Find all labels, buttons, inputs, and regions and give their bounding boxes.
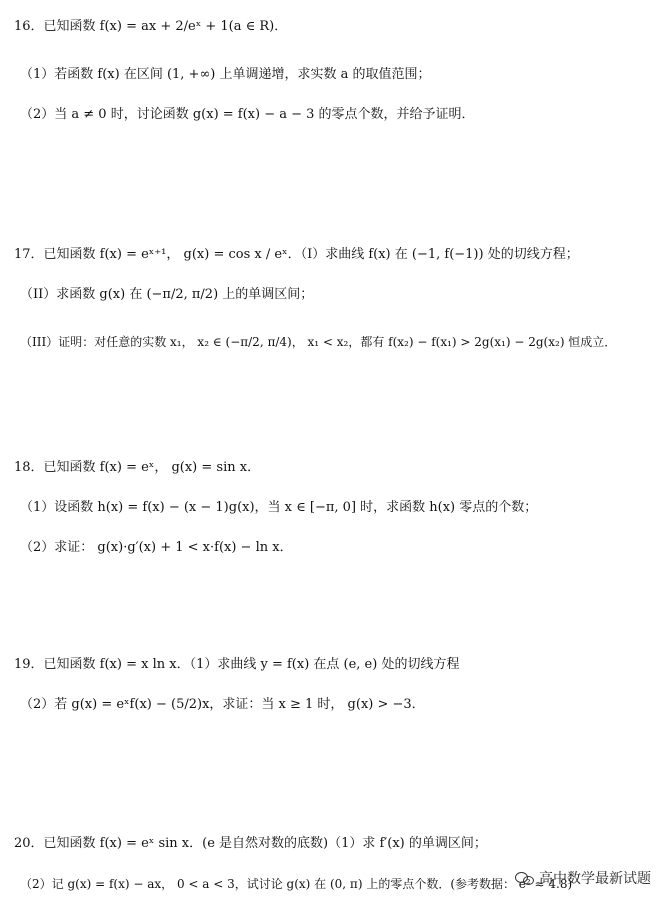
problem-19-stem: 19．已知函数 f(x) = x ln x．（1）求曲线 y = f(x) 在点 (e, e) 处的切线方程 [14,657,460,672]
watermark [515,868,651,888]
problem-16-part-2: （2）当 a ≠ 0 时，讨论函数 g(x) = f(x) − a − 3 的零点个数，并给予证明． [20,107,475,122]
problem-16-stem: 16．已知函数 f(x) = ax + 2/eˣ + 1(a ∈ R)． [14,19,288,34]
problem-16-part-1: （1）若函数 f(x) 在区间 (1, +∞) 上单调递增，求实数 a 的取值范围； [20,67,431,82]
watermark-text: 高中数学最新试题 [539,871,651,887]
problem-17-stem: 17．已知函数 f(x) = eˣ⁺¹， g(x) = cos x / eˣ．（I）求曲线 f(x) 在 (−1, f(−1)) 处的切线方程； [14,247,579,262]
problem-17-part-2: （II）求函数 g(x) 在 (−π/2, π/2) 上的单调区间； [20,287,314,302]
problem-18-part-1: （1）设函数 h(x) = f(x) − (x − 1)g(x)，当 x ∈ [−π, 0] 时，求函数 h(x) 零点的个数； [20,500,538,515]
wechat-icon [515,871,535,885]
problem-18-stem: 18．已知函数 f(x) = eˣ， g(x) = sin x． [14,460,261,475]
problem-17-part-3: （III）证明：对任意的实数 x₁， x₂ ∈ (−π/2, π/4)， x₁ < x₂，都有 f(x₂) − f(x₁) > 2g(x₁) − 2g(x₂) 恒成立． [20,335,617,349]
problem-19-part-2: （2）若 g(x) = eˣf(x) − (5/2)x，求证：当 x ≥ 1 时， g(x) > −3． [20,697,425,712]
problem-18-part-2: （2）求证： g(x)·g′(x) + 1 < x·f(x) − ln x． [20,540,293,555]
problem-20-part-2: （2）记 g(x) = f(x) − ax， 0 < a < 3，试讨论 g(x) 在 (0, π) 上的零点个数．(参考数据： e² ≈ 4.8) [20,877,573,891]
problem-20-stem: 20．已知函数 f(x) = eˣ sin x．(e 是自然对数的底数)（1）求 f′(x) 的单调区间； [14,836,487,851]
